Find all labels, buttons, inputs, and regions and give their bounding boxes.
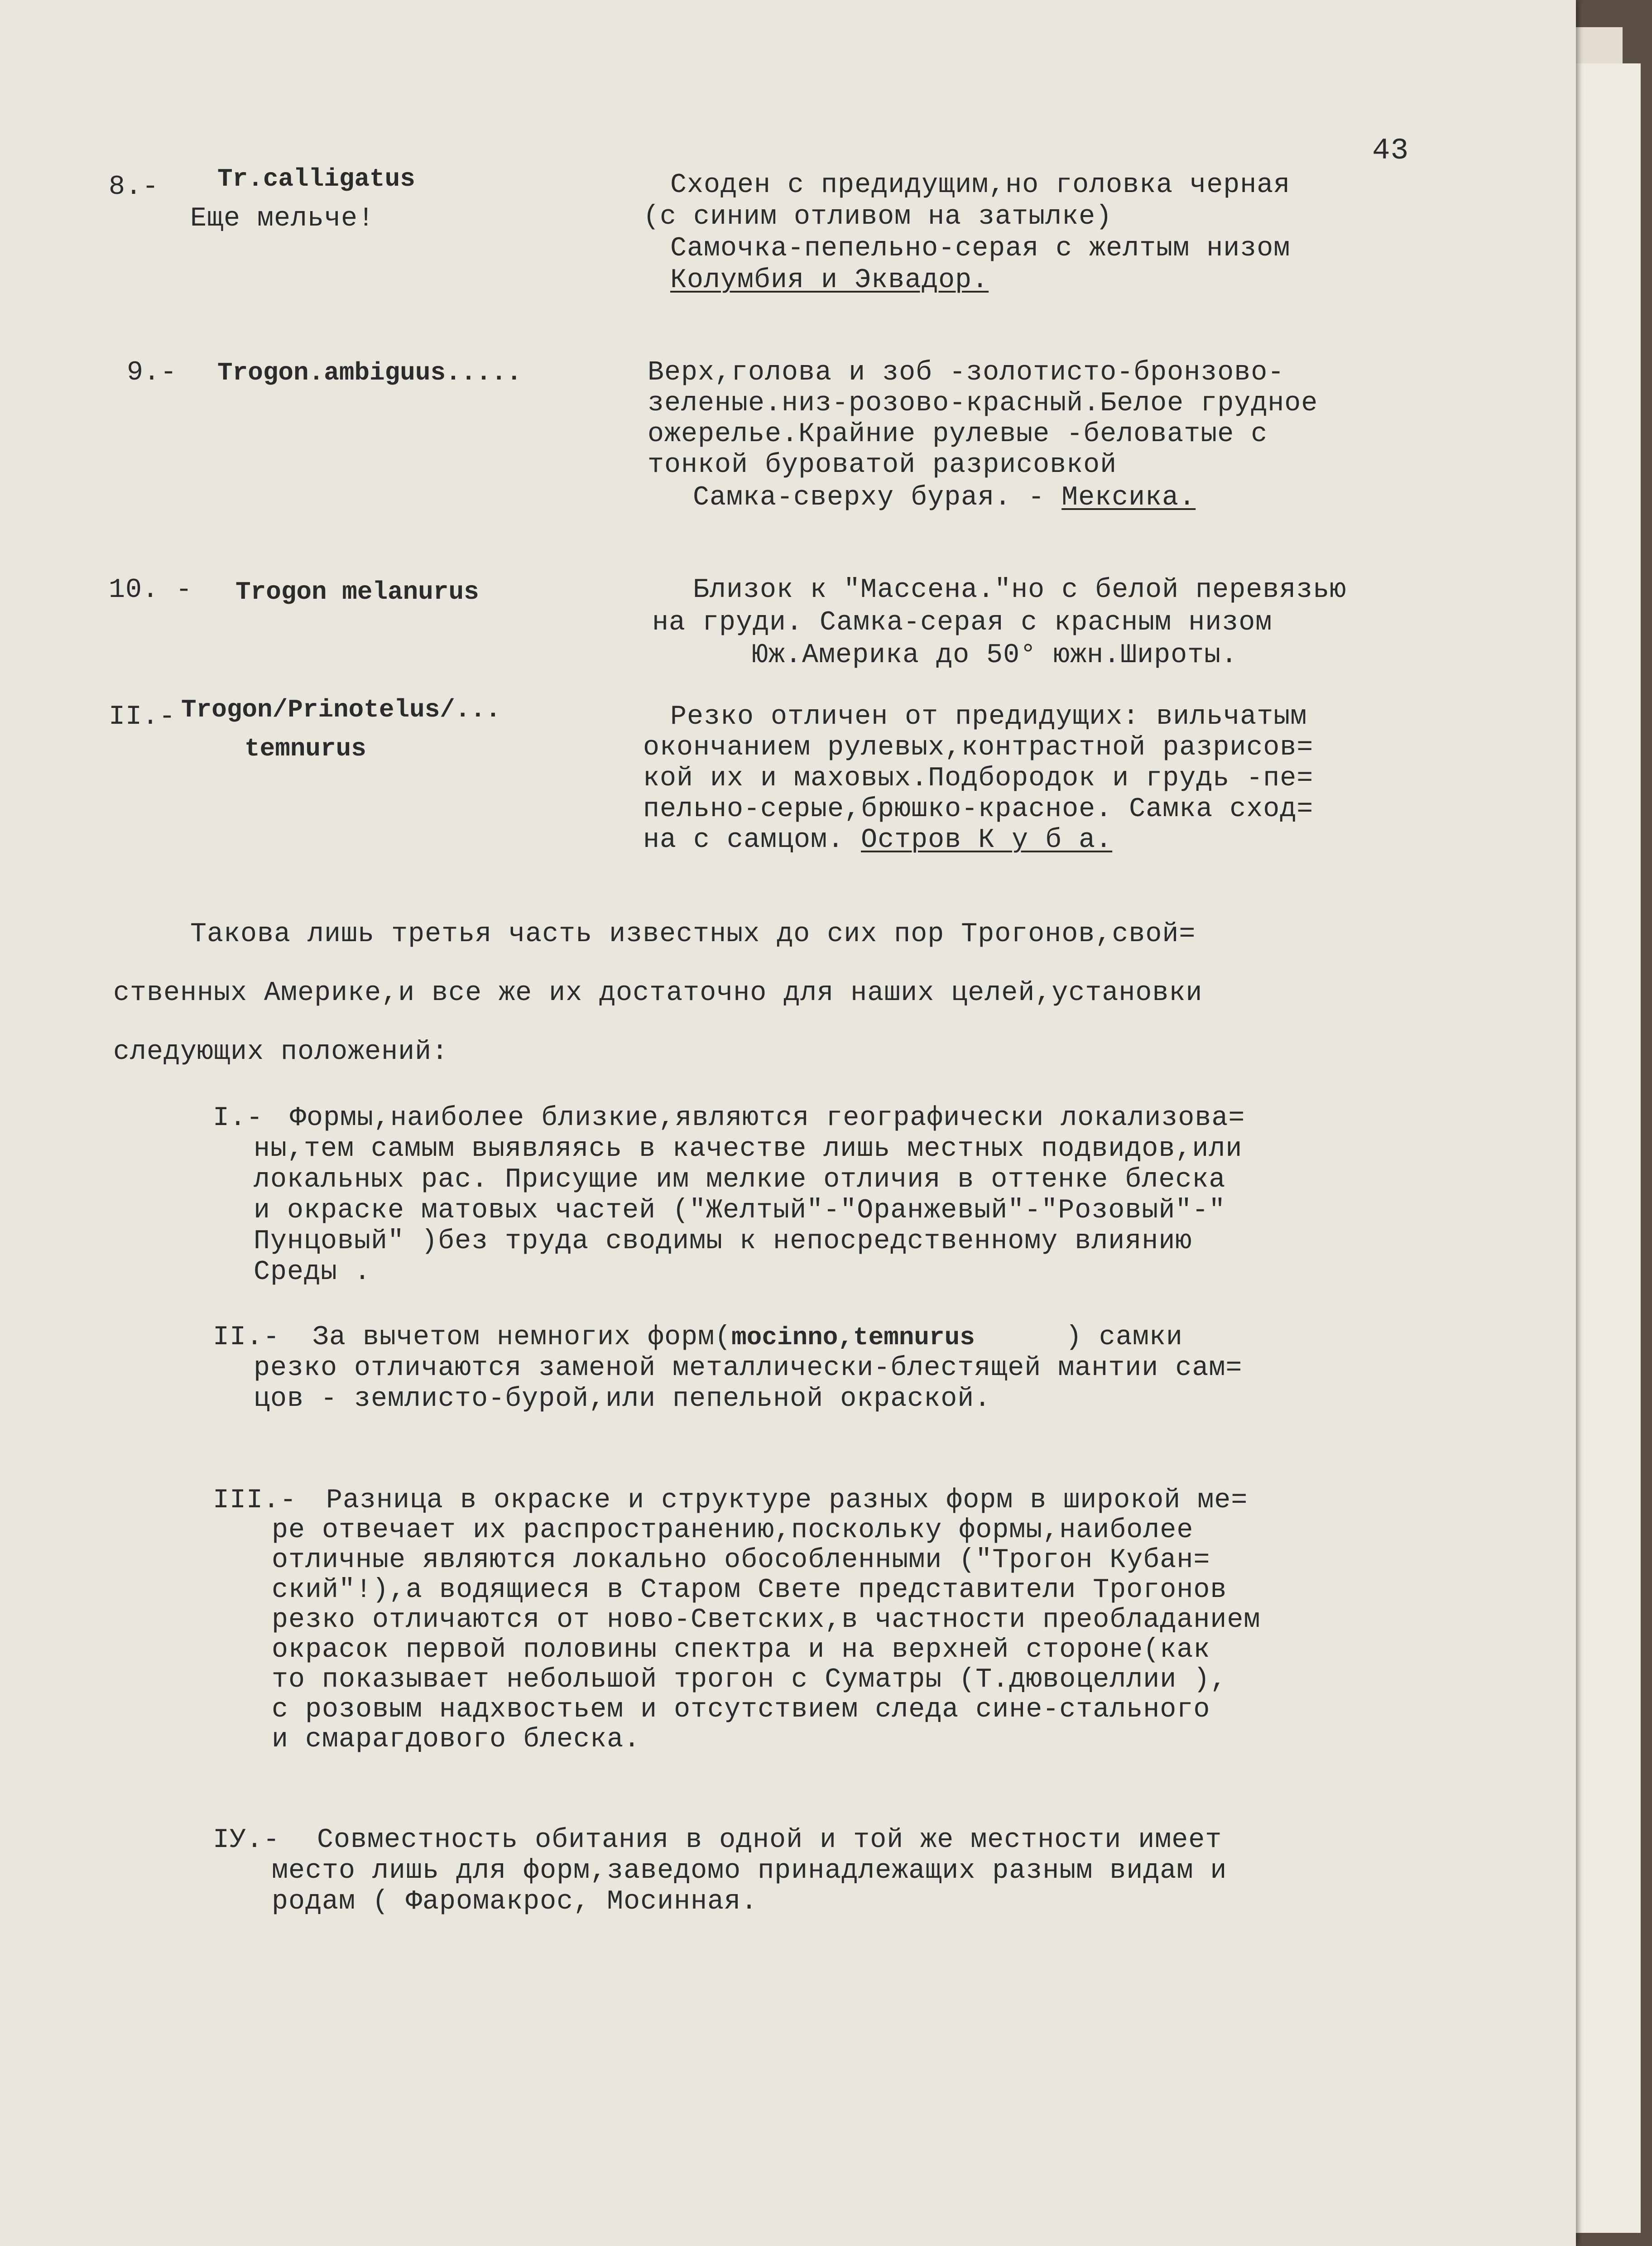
entry-description-line: Самочка-пепельно-серая с желтым низом <box>670 233 1291 264</box>
point-line: и окраске матовых частей ("Желтый"-"Оранжевый"-"Розовый"-" <box>254 1195 1226 1226</box>
point-line: окрасок первой половины спектра и на верхней стороне(как <box>272 1635 1210 1665</box>
point-line: цов - землисто-бурой,или пепельной окраской. <box>254 1384 991 1414</box>
entry-number: II.- <box>109 702 176 732</box>
page-number: 43 <box>1372 134 1409 168</box>
entry-description-line: пельно-серые,брюшко-красное. Самка сход= <box>643 794 1314 825</box>
point-line: родам ( Фаромакрос, Мосинная. <box>272 1886 758 1917</box>
point-line: то показывает небольшой трогон с Суматры (Т.дювоцеллии ), <box>272 1664 1227 1695</box>
entry-female-text: Самка-сверху бурая. - <box>693 482 1062 513</box>
entry-range: Колумбия и Эквадор. <box>670 265 989 296</box>
entry-description-last <box>643 825 1112 855</box>
entry-description-line: Близок к "Массена."но с белой перевязью <box>693 575 1347 606</box>
entry-latin-name: Trogon/Prinotelus/... <box>181 695 501 724</box>
point-line: Формы,наиболее близкие,являются географически локализова= <box>290 1103 1245 1134</box>
page-stack-edge-back <box>1567 63 1641 2233</box>
entry-description-line: тонкой буроватой разрисовкой <box>648 450 1117 481</box>
point-line: резко отличаются от ново-Светских,в частности преобладанием <box>272 1605 1261 1635</box>
entry-description-line: окончанием рулевых,контрастной разрисов= <box>643 732 1314 763</box>
point-text: За вычетом немногих форм( <box>312 1322 732 1353</box>
point-line-first <box>312 1323 1183 1352</box>
point-line: Среды . <box>254 1257 371 1288</box>
point-latin-names: mocinno,temnurus <box>731 1323 975 1352</box>
entry-description-text: на с самцом. <box>643 825 861 856</box>
entry-description-line: Сходен с предидущим,но головка черная <box>670 170 1291 201</box>
point-line: с розовым надхвостьем и отсутствием следа сине-стального <box>272 1694 1210 1725</box>
entry-latin-name-species: temnurus <box>245 734 366 763</box>
entry-description-line: Резко отличен от предидущих: вильчатым <box>670 702 1307 732</box>
intro-line: Такова лишь третья часть известных до сих пор Трогонов,свой= <box>190 919 1196 950</box>
entry-range: Юж.Америка до 50° южн.Широты. <box>752 640 1238 671</box>
point-number: IУ.- <box>213 1825 280 1856</box>
entry-description-line: (с синим отливом на затылке) <box>643 202 1113 232</box>
entry-female-note <box>693 483 1196 513</box>
point-line: резко отличаются заменой металлически-блестящей мантии сам= <box>254 1353 1243 1384</box>
entry-latin-name: Trogon melanurus <box>235 577 479 606</box>
entry-description-line: ожерелье.Крайние рулевые -беловатые с <box>648 419 1268 450</box>
point-text-after: ) самки <box>1065 1322 1183 1353</box>
point-number: II.- <box>213 1322 280 1353</box>
point-line: локальных рас. Присущие им мелкие отличия в оттенке блеска <box>254 1164 1226 1195</box>
entry-number: 9.- <box>127 357 178 388</box>
point-number: I.- <box>213 1103 264 1134</box>
entry-number: 10. - <box>109 575 193 606</box>
point-line: место лишь для форм,заведомо принадлежащих разным видам и <box>272 1856 1227 1886</box>
entry-latin-name: Tr.calligatus <box>217 164 415 193</box>
entry-latin-name: Trogon.ambiguus..... <box>217 358 522 387</box>
entry-range: Остров К у б а. <box>861 825 1113 856</box>
entry-description-line: зеленые.низ-розово-красный.Белое грудное <box>648 388 1318 419</box>
intro-line: ственных Америке,и все же их достаточно для наших целей,установки <box>113 978 1203 1009</box>
point-number: III.- <box>213 1485 297 1516</box>
entry-description-line: Верх,голова и зоб -золотисто-бронзово- <box>648 357 1285 388</box>
point-line: Совместность обитания в одной и той же местности имеет <box>317 1825 1222 1856</box>
entry-note: Еще мельче! <box>190 203 375 234</box>
point-line: ре отвечает их распространению,поскольку формы,наиболее <box>272 1515 1194 1546</box>
intro-line: следующих положений: <box>113 1037 449 1068</box>
point-line: ны,тем самым выявляясь в качестве лишь местных подвидов,или <box>254 1134 1243 1164</box>
entry-range: Мексика. <box>1061 482 1196 513</box>
point-line: Разница в окраске и структуре разных форм в широкой ме= <box>326 1485 1248 1516</box>
point-line: и смарагдового блеска. <box>272 1724 641 1755</box>
entry-description-line: на груди. Самка-серая с красным низом <box>652 607 1273 638</box>
entry-description-line: кой их и маховых.Подбородок и грудь -пе= <box>643 763 1314 794</box>
point-line: ский"!),а водящиеся в Старом Свете представители Трогонов <box>272 1575 1227 1606</box>
point-line: Пунцовый" )без труда сводимы к непосредственному влиянию <box>254 1226 1192 1257</box>
point-line: отличные являются локально обособленными ("Трогон Кубан= <box>272 1545 1210 1576</box>
entry-number: 8.- <box>109 172 159 202</box>
